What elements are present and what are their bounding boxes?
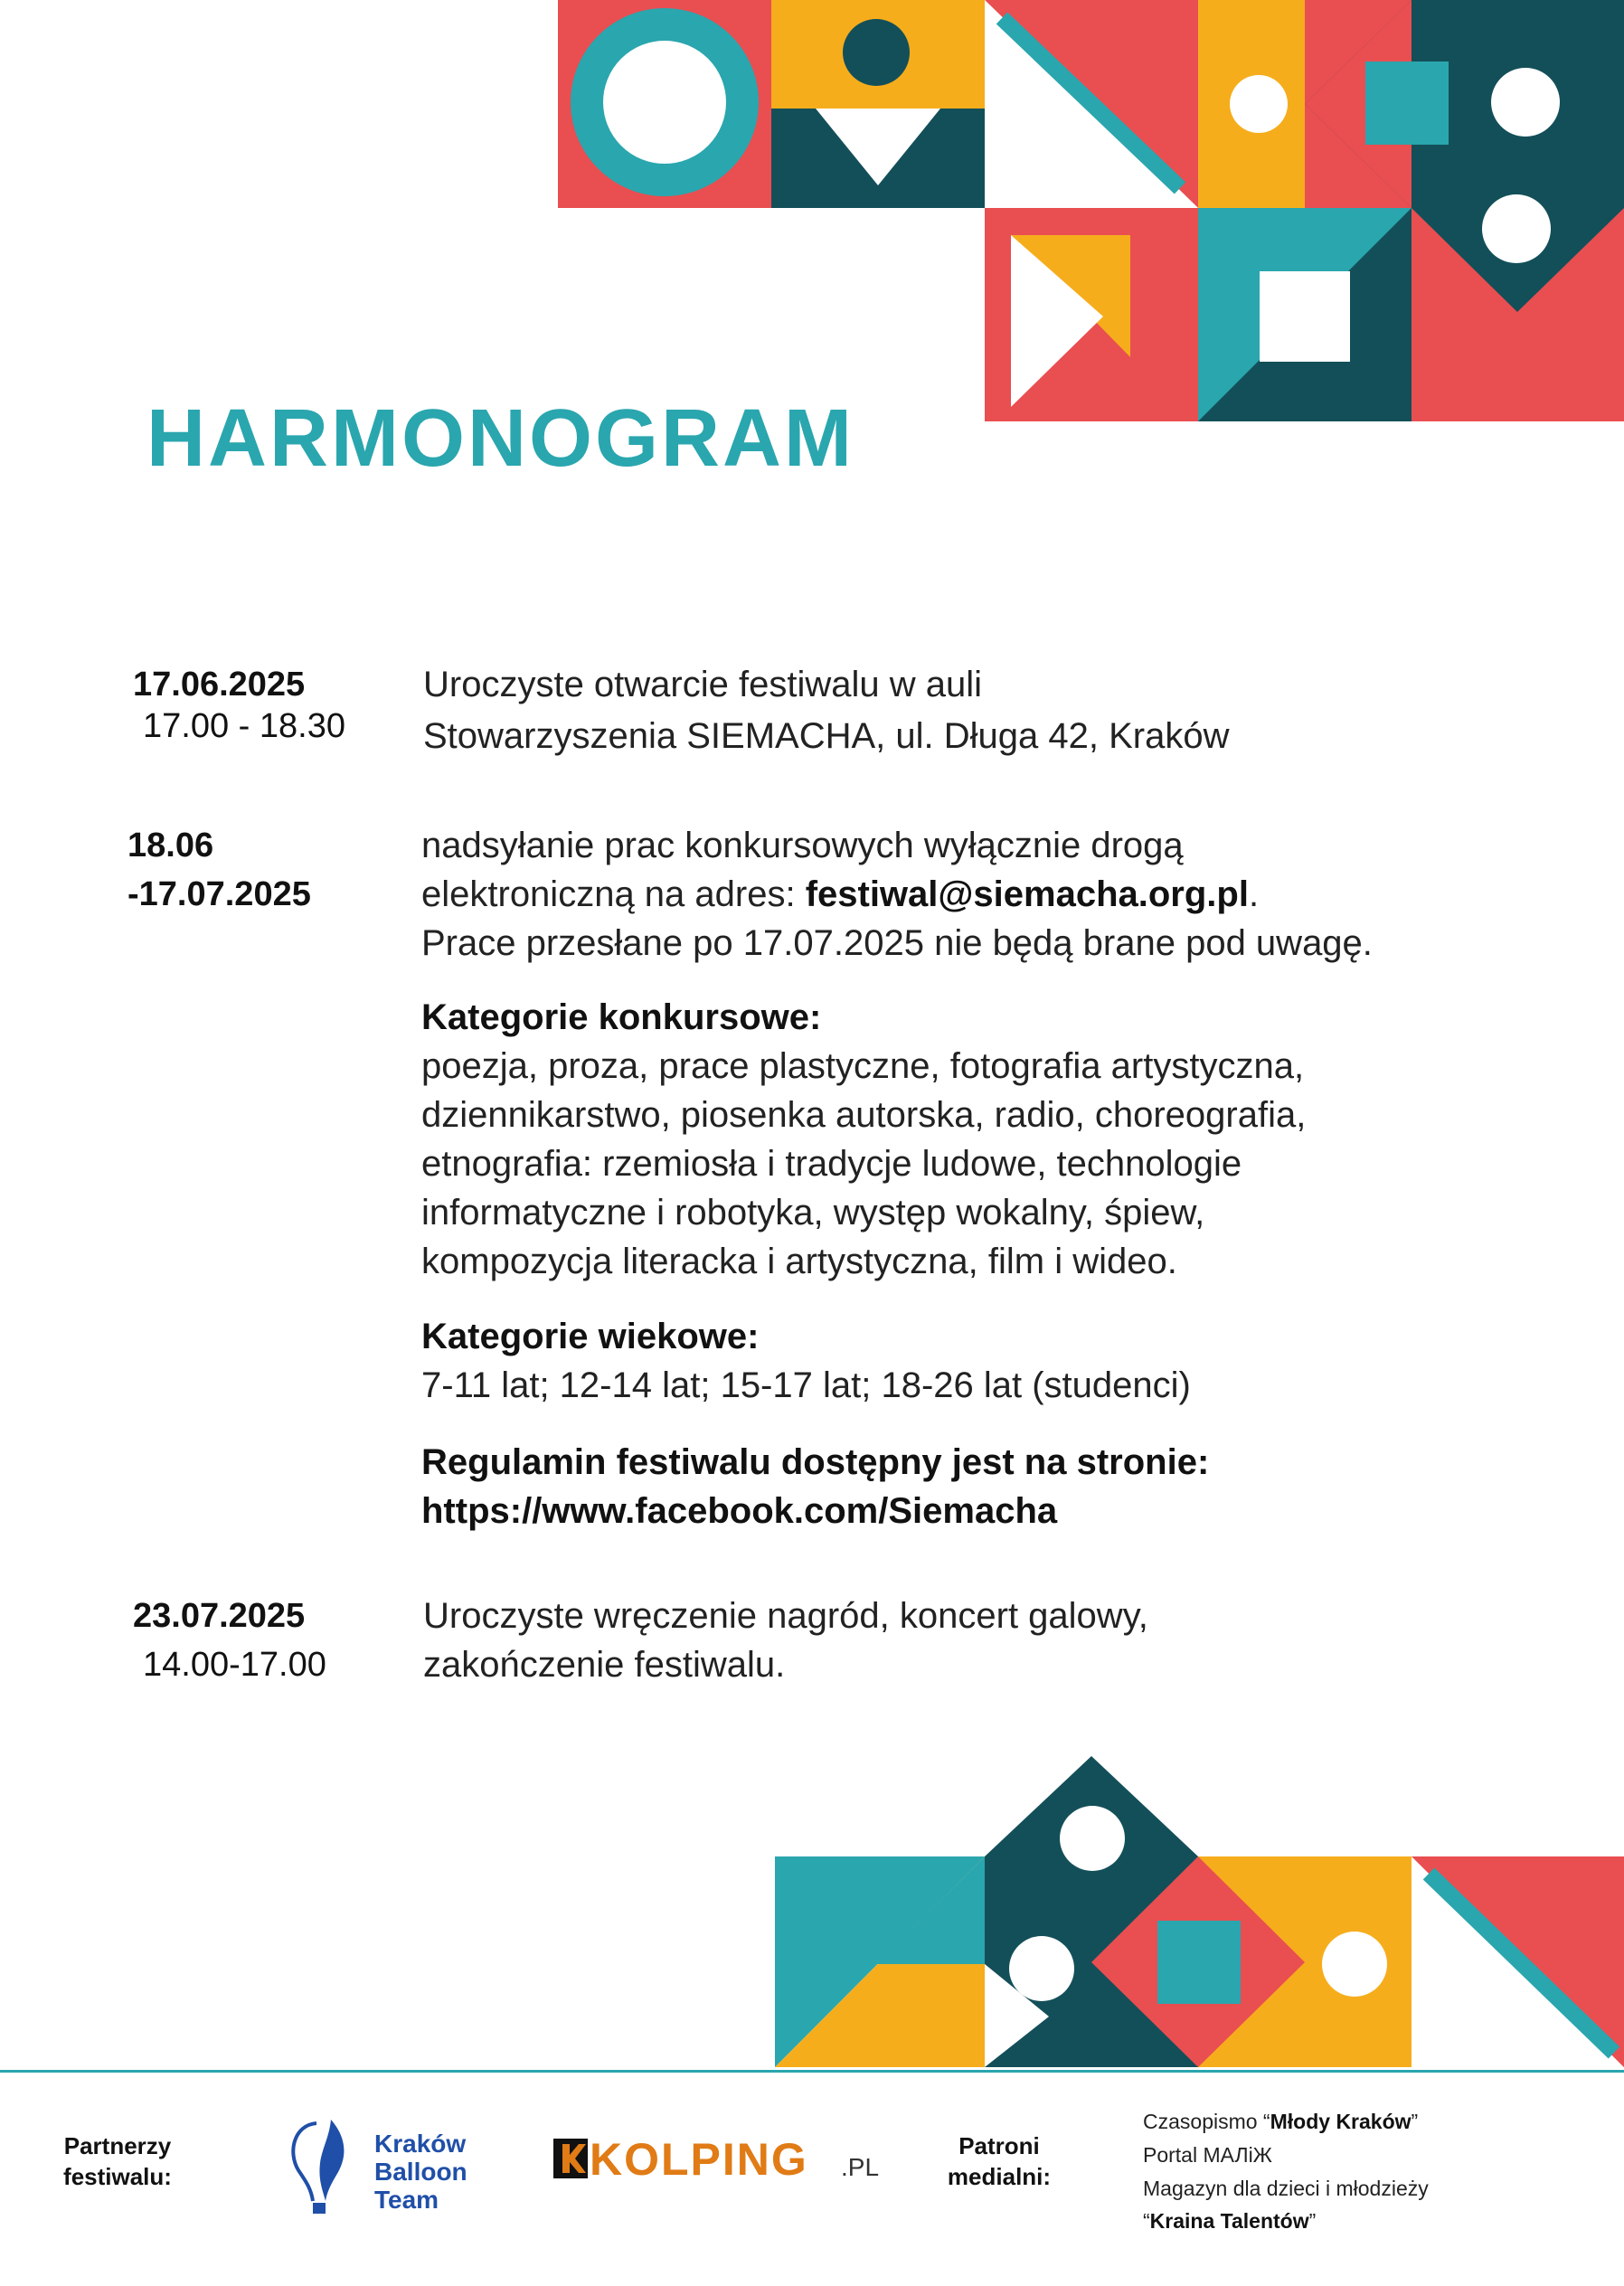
partners-label: [36, 2130, 199, 2192]
media1-suffix: ”: [1411, 2110, 1419, 2133]
competition-categories-heading: Kategorie konkursowe:: [421, 997, 822, 1037]
event2-line2-suffix: .: [1248, 874, 1260, 914]
category-line: dziennikarstwo, piosenka autorska, radio, choreografia,: [421, 1095, 1307, 1135]
media4-suffix: ”: [1308, 2209, 1317, 2233]
balloon-logo-icon: [280, 2116, 371, 2217]
partners-label-line2: festiwalu:: [63, 2163, 172, 2190]
event1-line1: Uroczyste otwarcie festiwalu w auli: [423, 665, 982, 704]
partners-label-line1: Partnerzy: [63, 2132, 172, 2159]
event2-line1: nadsyłanie prac konkursowych wyłącznie drogą: [421, 826, 1184, 865]
event1-date: 17.06.2025: [133, 666, 306, 704]
rules-link[interactable]: https://www.facebook.com/Siemacha: [421, 1491, 1058, 1531]
balloon-name-line2: Balloon: [374, 2158, 467, 2186]
event2-line2-prefix: elektroniczną na adres:: [421, 874, 806, 914]
event2-date-start: 18.06: [127, 827, 214, 864]
footer-divider: [0, 2070, 1624, 2073]
balloon-name-line3: Team: [374, 2186, 439, 2214]
media-patron-1: [1143, 2108, 1418, 2135]
media1-prefix: Czasopismo “: [1143, 2110, 1270, 2133]
patrons-label-line1: Patroni: [958, 2132, 1040, 2159]
event3-line1: Uroczyste wręczenie nagród, koncert galowy,: [423, 1596, 1148, 1636]
event1-time: 17.00 - 18.30: [143, 707, 345, 745]
media-patron-3: Magazyn dla dzieci i młodzieży: [1143, 2177, 1429, 2200]
age-categories: 7-11 lat; 12-14 lat; 15-17 lat; 18-26 lat (studenci): [421, 1365, 1191, 1405]
page-title: HARMONOGRAM: [146, 393, 854, 484]
balloon-name-line1: Kraków: [374, 2130, 467, 2158]
media-patron-2: Portal МАЛіЖ: [1143, 2143, 1272, 2167]
event1-line2: Stowarzyszenia SIEMACHA, ul. Długa 42, Kraków: [423, 716, 1230, 756]
category-line: poezja, proza, prace plastyczne, fotografia artystyczna,: [421, 1046, 1305, 1086]
category-line: informatyczne i robotyka, występ wokalny, śpiew,: [421, 1193, 1205, 1233]
kolping-wordmark: KOLPING: [590, 2134, 808, 2185]
top-geometric-decoration: [556, 0, 1624, 425]
kolping-domain-suffix: .PL: [841, 2153, 880, 2181]
media-patrons-label: [913, 2130, 1085, 2192]
category-line: kompozycja literacka i artystyczna, film i wideo.: [421, 1242, 1177, 1281]
event2-line2: [421, 870, 1259, 919]
rules-label: Regulamin festiwalu dostępny jest na stronie:: [421, 1442, 1210, 1482]
event2-line3: Prace przesłane po 17.07.2025 nie będą brane pod uwagę.: [421, 923, 1373, 963]
media4-prefix: “: [1143, 2209, 1150, 2233]
patrons-label-line2: medialni:: [947, 2163, 1052, 2190]
event2-date-end: -17.07.2025: [127, 875, 311, 913]
age-categories-heading: Kategorie wiekowe:: [421, 1317, 760, 1356]
event3-date: 23.07.2025: [133, 1597, 306, 1635]
event3-time: 14.00-17.00: [143, 1646, 326, 1684]
category-line: etnografia: rzemiosła i tradycje ludowe, technologie: [421, 1144, 1242, 1184]
balloon-team-name: [374, 2130, 467, 2214]
kolping-logo-icon: [553, 2139, 588, 2178]
contact-email: festiwal@siemacha.org.pl: [805, 874, 1249, 914]
media1-name: Młody Kraków: [1270, 2110, 1412, 2133]
bottom-geometric-decoration: [773, 1754, 1624, 2071]
event3-line2: zakończenie festiwalu.: [423, 1645, 786, 1685]
media-patron-4: [1143, 2207, 1316, 2234]
media4-name: Kraina Talentów: [1149, 2209, 1309, 2233]
